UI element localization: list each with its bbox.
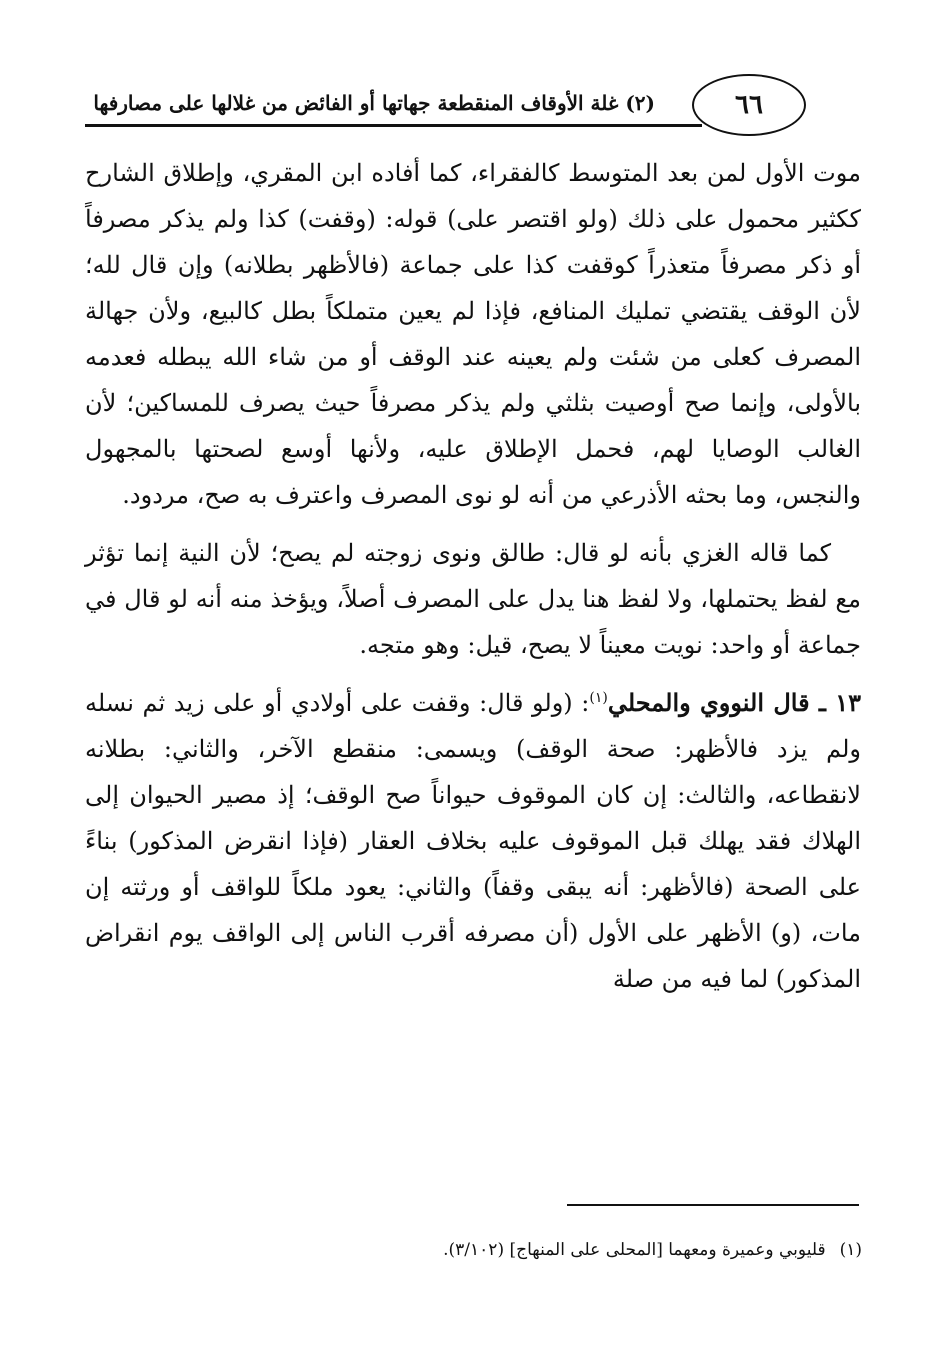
footnote-reference: (١) bbox=[589, 690, 608, 706]
header-rule bbox=[85, 124, 702, 127]
page-number-oval bbox=[692, 74, 806, 136]
footnote-text: قليوبي وعميرة ومعهما [المحلى على المنهاج] (٣/١٠٢). bbox=[443, 1240, 826, 1260]
footnote-rule bbox=[567, 1204, 859, 1206]
paragraph-2: كما قاله الغزي بأنه لو قال: طالق ونوى زوجته لم يصح؛ لأن النية إنما تؤثر مع لفظ يحتملها، ولا لفظ هنا يدل على المصرف أصلاً، ويؤخذ منه أنه لو قال في جماعة أو واحد: نويت معيناً لا يصح، قيل: وهو متجه. bbox=[85, 539, 862, 659]
paragraph-3-text: : (ولو قال: وقفت على أولادي أو على زيد ثم نسله ولم يزد فالأظهر: صحة الوقف) ويسمى: منقطع الآخر، والثاني: بطلانه لانقطاعه، والثالث: إن كان الموقوف حيواناً صح الوقف؛ إذ مصير الحيوان إلى الهلاك فقد يهلك قبل الموقوف عليه بخلاف العقار (فإذا انقرض المذكور) بناءً على الصحة (فالأظهر: أنه يبقى وقفاً) والثاني: يعود ملكاً للواقف أو ورثته إن مات، (و) الأظهر على الأول (أن مصرفه أقرب الناس إلى الواقف يوم انقراض المذكور) لما فيه من صلة bbox=[85, 689, 861, 993]
paragraph-3 bbox=[85, 680, 861, 1002]
running-title: (٢) غلة الأوقاف المنقطعة جهاتها أو الفائض من غلالها على مصارفها bbox=[93, 91, 655, 115]
footnote bbox=[300, 1238, 862, 1262]
section-lead: ١٣ ـ قال النووي والمحلي bbox=[607, 688, 861, 717]
body-text bbox=[85, 150, 861, 1002]
page-number: ٦٦ bbox=[735, 90, 763, 120]
paragraph-1: موت الأول لمن بعد المتوسط كالفقراء، كما أفاده ابن المقري، وإطلاق الشارح ككثير محمول على ذلك (ولو اقتصر على) قوله: (وقفت) كذا ولم يذكر مصرفاً أو ذكر مصرفاً متعذراً كوقفت كذا على جماعة (فالأظهر بطلانه) وإن قال لله؛ لأن الوقف يقتضي تمليك المنافع، فإذا لم يعين متملكاً بطل كالبيع، ولأن جهالة المصرف كعلى من شئت ولم يعينه عند الوقف أو من شاء الله يبطله فعدمه بالأولى، وإنما صح أوصيت بثلثي ولم يذكر مصرفاً حيث يصرف للمساكين؛ لأن الغالب الوصايا لهم، فحمل الإطلاق عليه، ولأنها أوسع لصحتها بالمجهول والنجس، وما بحثه الأذرعي من أنه لو نوى المصرف واعترف به صح، مردود. bbox=[85, 159, 862, 509]
footnote-number: (١) bbox=[839, 1240, 862, 1260]
